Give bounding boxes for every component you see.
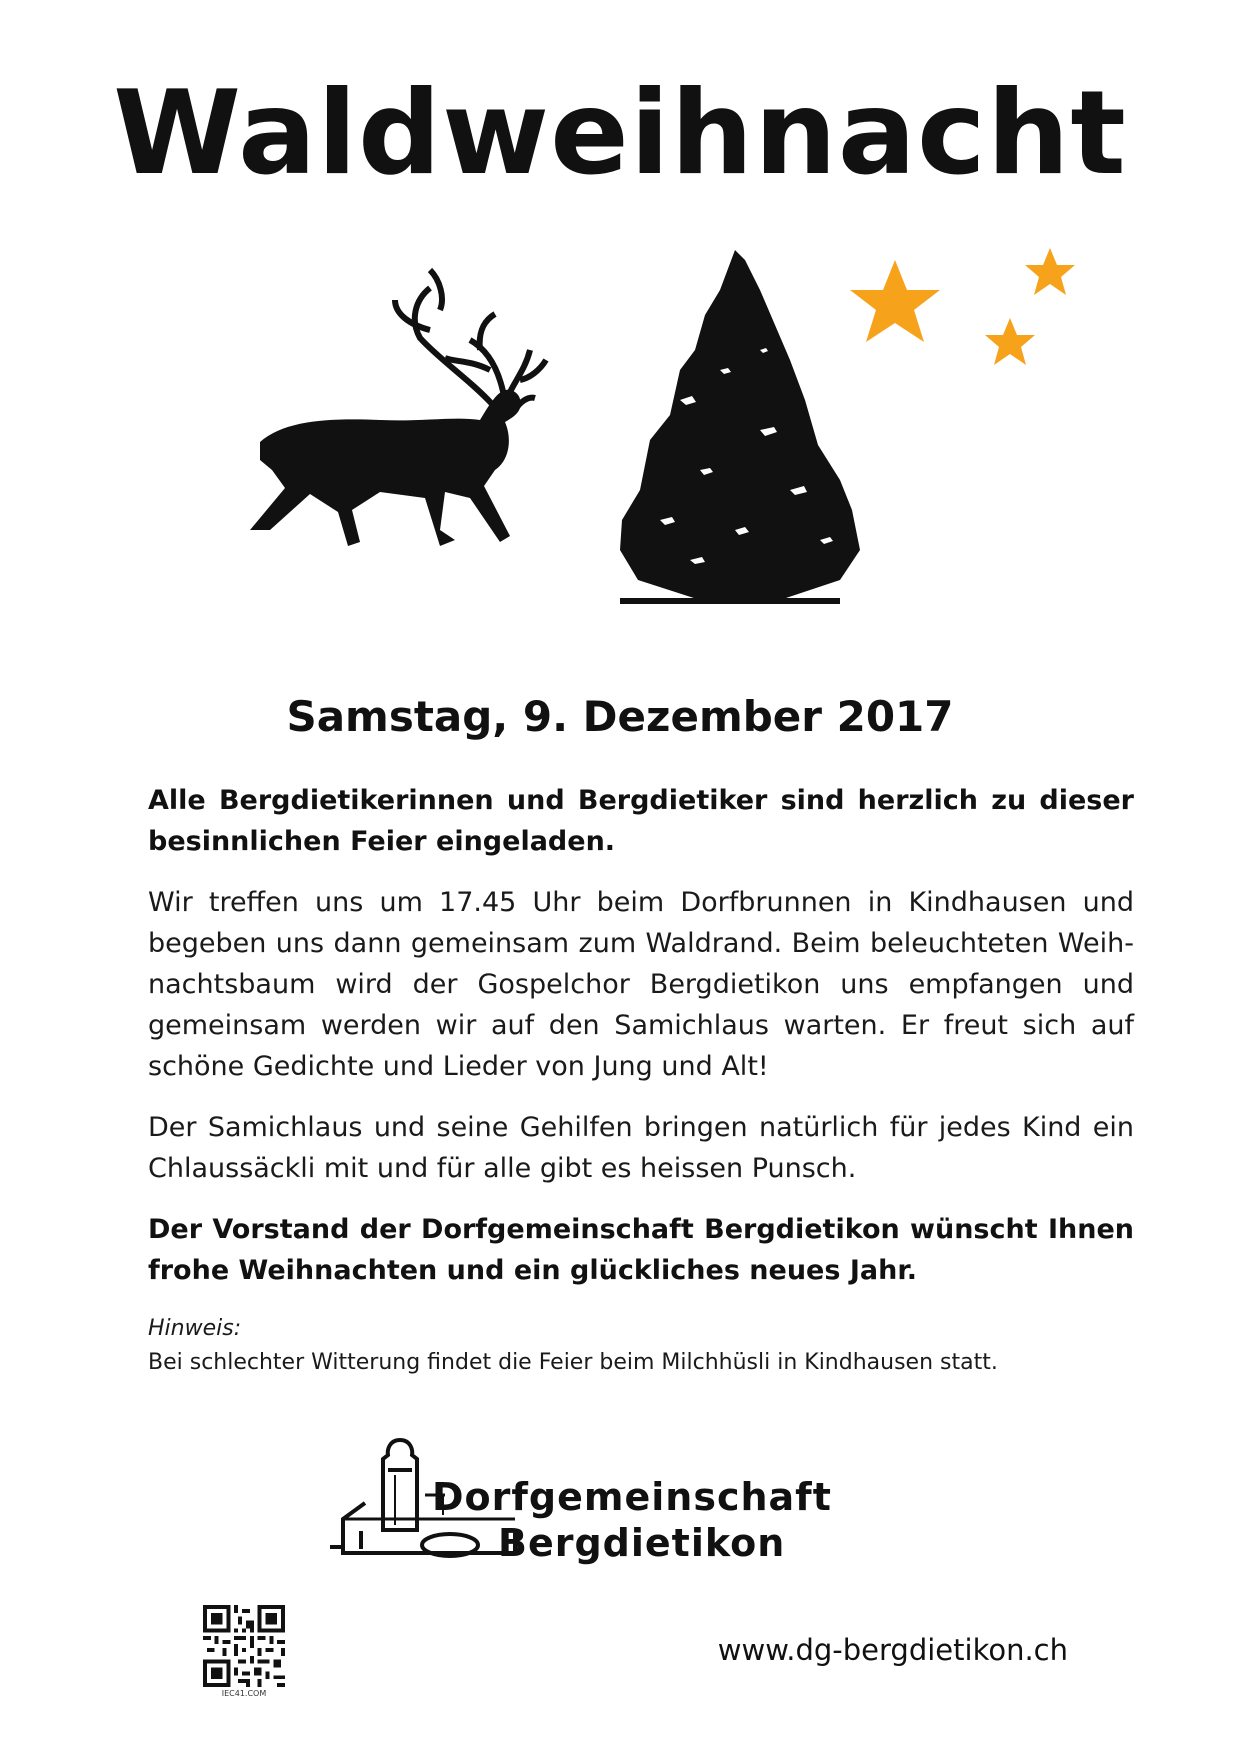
- event-date: Samstag, 9. Dezember 2017: [286, 692, 954, 741]
- note-block: [148, 1312, 1134, 1380]
- logo-wordmark: [432, 1474, 832, 1566]
- poster-title: Waldweihnacht: [113, 66, 1127, 201]
- intro-paragraph: Alle Bergdietikerinnen und Bergdietiker sind herzlich zu dieser besinnlichen Feier eingeladen.: [148, 785, 1134, 857]
- illustration-area: [0, 230, 1240, 630]
- qr-code-icon[interactable]: [203, 1605, 285, 1687]
- fir-tree-silhouette: [620, 250, 860, 604]
- logo-line-1: Dorfgemeinschaft: [432, 1475, 832, 1519]
- gifts-paragraph: Der Samichlaus und seine Gehilfen bringen natürlich für jedes Kind ein Chlaussäckli mit und für alle gibt es heissen Punsch.: [148, 1112, 1134, 1184]
- note-label: Hinweis:: [148, 1316, 242, 1341]
- star-small-top: [1025, 248, 1075, 295]
- meeting-paragraph: Wir treffen uns um 17.45 Uhr beim Dorfbrunnen in Kindhausen und begeben uns dann gemeinsam zum Waldrand. Beim beleuchteten Weihnachtsbaum wird der Gospelchor Bergdietikon uns empfangen und gemeinsam werden wir auf den Samichlaus warten. Er freut sich auf schöne Gedichte und Lieder von Jung und Alt!: [148, 887, 1134, 1082]
- star-small-bottom: [985, 318, 1035, 365]
- note-text: Bei schlechter Witterung findet die Feier beim Milchhüsli in Kindhausen statt.: [148, 1350, 998, 1375]
- qr-caption: IEC41.COM: [221, 1689, 267, 1698]
- body-text: [148, 780, 1134, 1311]
- reindeer-silhouette: [250, 270, 546, 546]
- star-large: [850, 260, 940, 342]
- website-link[interactable]: www.dg-bergdietikon.ch: [717, 1633, 1068, 1667]
- stars: [850, 248, 1075, 365]
- logo-line-2: Bergdietikon: [498, 1521, 786, 1565]
- wishes-paragraph: Der Vorstand der Dorfgemeinschaft Bergdietikon wünscht Ihnen frohe Weihnachten und ein glückliches neues Jahr.: [148, 1214, 1134, 1286]
